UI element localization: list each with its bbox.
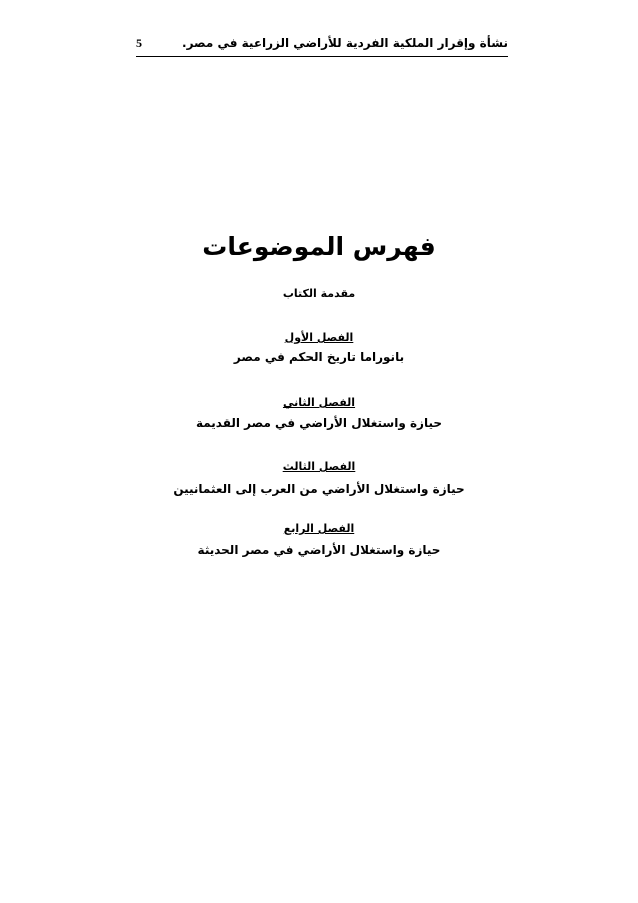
header-divider (136, 56, 508, 57)
chapter-3-label: الفصل الثالث (282, 460, 356, 473)
running-header (136, 30, 508, 58)
running-header-title: نشأة وإقرار الملكية الفردية للأراضي الزراعية في مصر. (182, 36, 508, 50)
toc-intro-entry: مقدمة الكتاب (282, 287, 356, 300)
chapter-2-label: الفصل الثاني (282, 396, 356, 409)
chapter-3-subject: حيازة واستغلال الأراضي من العرب إلى العثمانيين (173, 482, 465, 496)
chapter-1-label: الفصل الأول (284, 331, 354, 344)
chapter-4-label: الفصل الرابع (283, 522, 355, 535)
toc-title: فهرس الموضوعات (202, 232, 436, 261)
page-number: 5 (136, 36, 142, 50)
chapter-2-subject: حيازة واستغلال الأراضي في مصر القديمة (195, 416, 443, 430)
chapter-1-subject: بانوراما تاريخ الحكم في مصر (233, 350, 405, 364)
chapter-4-subject: حيازة واستغلال الأراضي في مصر الحديثة (197, 543, 441, 557)
